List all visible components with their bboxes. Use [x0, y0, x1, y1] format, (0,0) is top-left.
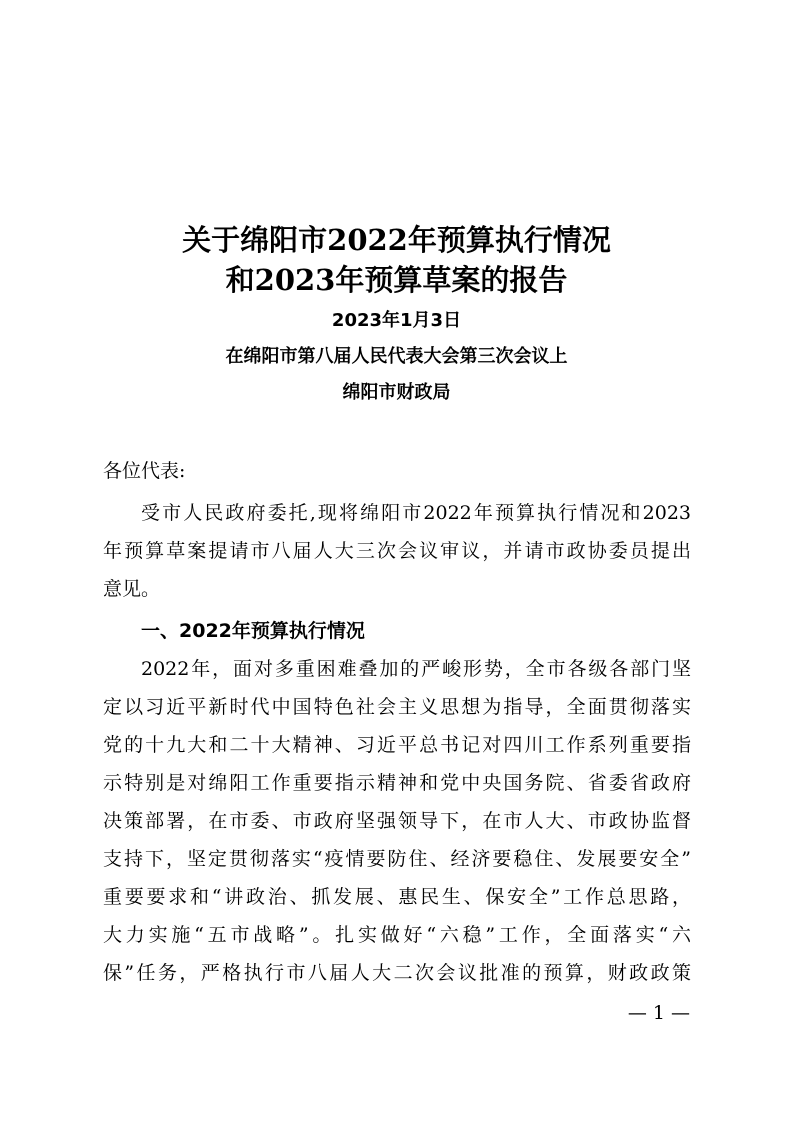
section1-line-6: 支持下，坚定贯彻落实“疫情要防住、经济要稳住、发展要安全”: [103, 848, 691, 870]
report-occasion: 在绵阳市第八届人民代表大会第三次会议上: [225, 346, 568, 367]
section1-line-8: 大力实施“五市战略”。扎实做好“六稳”工作，全面落实“六: [103, 924, 691, 946]
section1-line-1: 2022年，面对多重困难叠加的严峻形势，全市各级各部门坚: [141, 658, 691, 680]
section1-line-3: 党的十九大和二十大精神、习近平总书记对四川工作系列重要指: [103, 734, 691, 756]
report-issuer: 绵阳市财政局: [342, 382, 451, 403]
section1-line-2: 定以习近平新时代中国特色社会主义思想为指导，全面贯彻落实: [103, 696, 691, 718]
intro-line-3: 意见。: [103, 578, 161, 600]
report-title-line-1: 关于绵阳市2022年预算执行情况: [182, 223, 611, 257]
section1-line-5: 决策部署，在市委、市政府坚强领导下，在市人大、市政协监督: [103, 810, 691, 832]
report-title-line-2: 和2023年预算草案的报告: [225, 263, 568, 297]
intro-line-1: 受市人民政府委托,现将绵阳市2022年预算执行情况和2023: [141, 502, 691, 524]
section-heading-1: 一、2022年预算执行情况: [141, 620, 365, 642]
section1-line-7: 重要要求和“讲政治、抓发展、惠民生、保安全”工作总思路，: [103, 886, 691, 908]
section1-line-4: 示特别是对绵阳工作重要指示精神和党中央国务院、省委省政府: [103, 772, 691, 794]
intro-line-2: 年预算草案提请市八届人大三次会议审议，并请市政协委员提出: [103, 540, 691, 562]
salutation: 各位代表:: [103, 460, 186, 482]
page-number: — 1 —: [627, 1002, 690, 1024]
report-date: 2023年1月3日: [331, 310, 462, 331]
section1-line-9: 保”任务，严格执行市八届人大二次会议批准的预算，财政政策: [103, 962, 691, 984]
